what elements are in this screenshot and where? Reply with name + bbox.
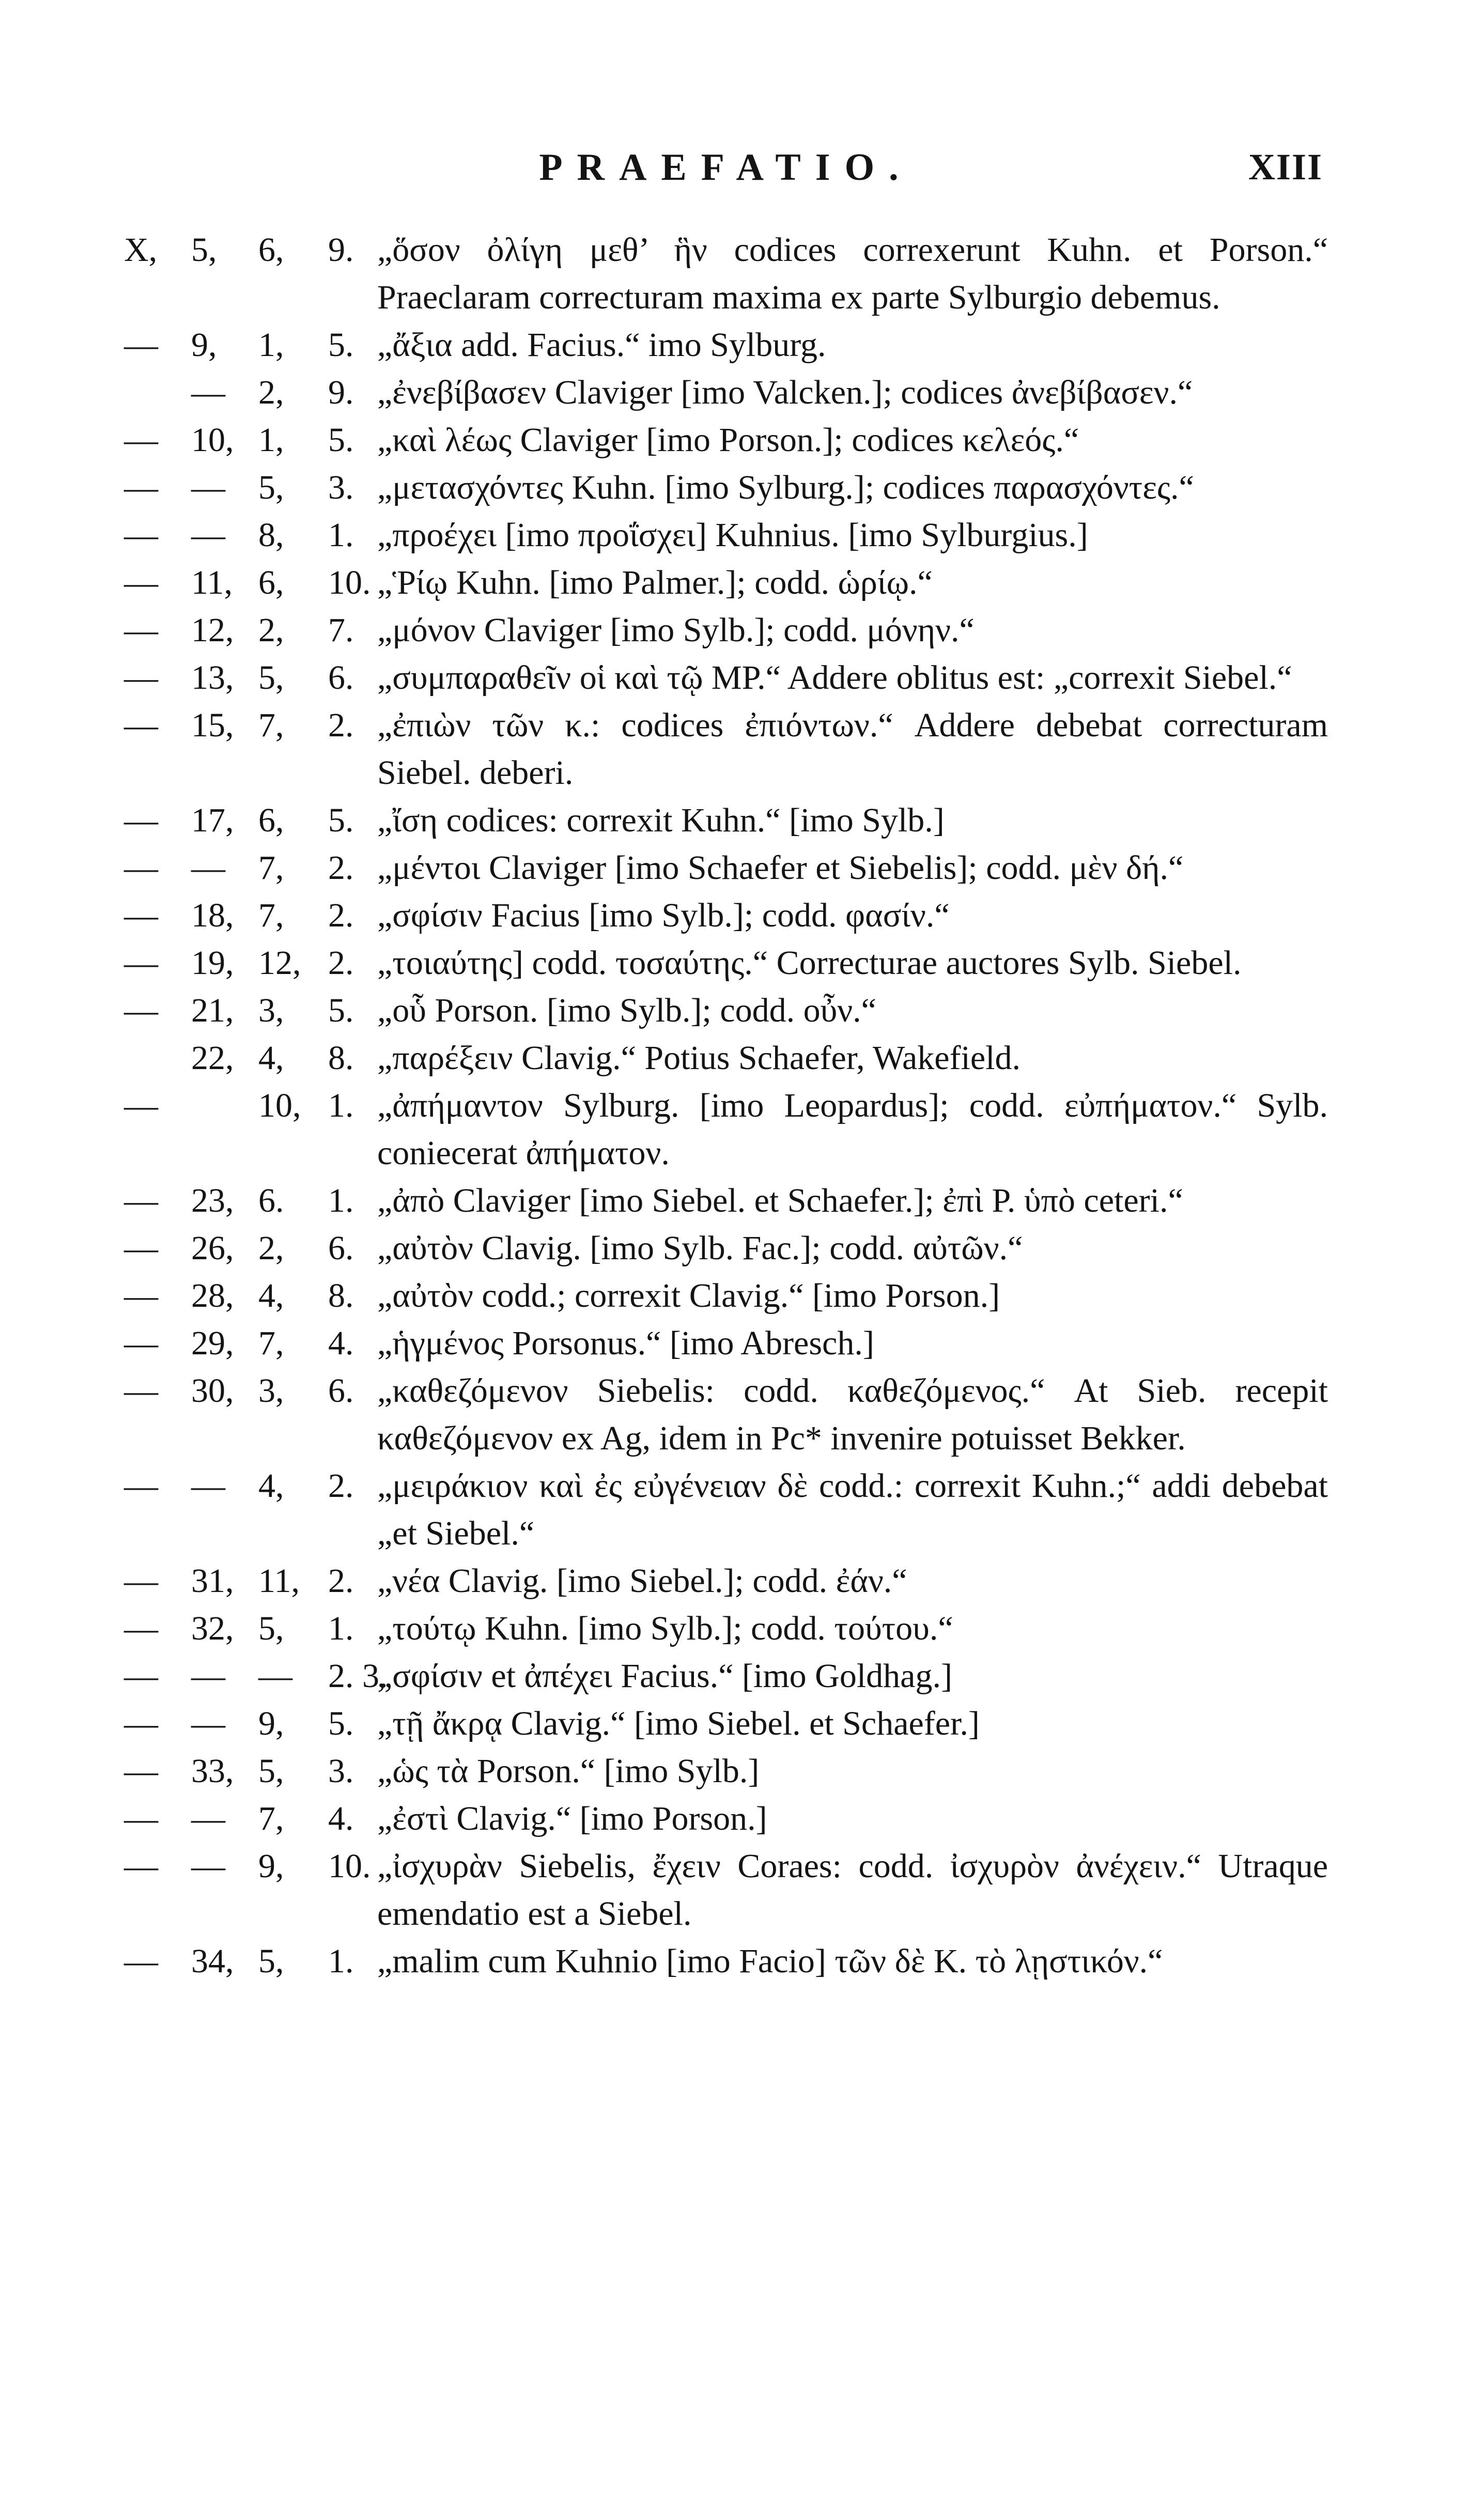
entry xyxy=(124,797,1328,844)
entry xyxy=(124,1462,1328,1557)
entry-reference xyxy=(124,1082,362,1130)
entry-reference xyxy=(124,512,362,559)
chapter-ref: — xyxy=(124,1372,158,1410)
entry-reference xyxy=(124,1225,362,1272)
entry-note: „ἐνεβίβασεν Claviger [imo Valcken.]; codices ἀνεβίβασεν.“ xyxy=(377,374,1193,411)
entry xyxy=(124,1367,1328,1462)
chapter-ref: — xyxy=(124,1229,158,1267)
line-ref: 9. xyxy=(328,231,354,269)
paragraph-ref: 8, xyxy=(258,516,284,554)
paragraph-ref: 9, xyxy=(258,1705,284,1742)
entry-note: „καθεζόμενον Siebelis: codd. καθεζόμενος.“ At Sieb. recepit καθεζόμενον ex Ag, idem in Pc* invenire potuisset Bekker. xyxy=(377,1372,1328,1457)
section-ref: 13, xyxy=(191,659,234,697)
line-ref: 10. xyxy=(328,1847,371,1885)
entry xyxy=(124,844,1328,892)
entry xyxy=(124,654,1328,702)
entry xyxy=(124,1748,1328,1795)
section-ref: 21, xyxy=(191,992,234,1029)
entry xyxy=(124,1652,1328,1700)
entry-reference xyxy=(124,1605,362,1652)
paragraph-ref: 7, xyxy=(258,897,284,934)
entry-note: „τῇ ἄκρᾳ Clavig.“ [imo Siebel. et Schaefer.] xyxy=(377,1705,980,1742)
entry-note: „τούτῳ Kuhn. [imo Sylb.]; codd. τούτου.“ xyxy=(377,1610,953,1647)
line-ref: 2. xyxy=(328,944,354,982)
line-ref: 4. xyxy=(328,1324,354,1362)
entry-reference xyxy=(124,1034,362,1082)
entry-note: „ἄξια add. Facius.“ imo Sylburg. xyxy=(377,326,826,364)
section-ref: 29, xyxy=(191,1324,234,1362)
entry-reference xyxy=(124,1320,362,1367)
line-ref: 5. xyxy=(328,801,354,839)
entry-note: „μετασχόντες Kuhn. [imo Sylburg.]; codices παρασχόντες.“ xyxy=(377,469,1194,506)
chapter-ref: — xyxy=(124,611,158,649)
entry-reference xyxy=(124,1748,362,1795)
entry xyxy=(124,369,1328,416)
paragraph-ref: 4, xyxy=(258,1039,284,1077)
entry-reference xyxy=(124,1700,362,1748)
entry-note: „παρέξειν Clavig.“ Potius Schaefer, Wakefield. xyxy=(377,1039,1021,1077)
section-ref: 34, xyxy=(191,1942,234,1980)
line-ref: 4. xyxy=(328,1800,354,1837)
chapter-ref: — xyxy=(124,1657,158,1695)
line-ref: 8. xyxy=(328,1039,354,1077)
chapter-ref: — xyxy=(124,1277,158,1315)
section-ref: 10, xyxy=(191,421,234,459)
line-ref: 1. xyxy=(328,516,354,554)
paragraph-ref: 5, xyxy=(258,659,284,697)
line-ref: 3. xyxy=(328,469,354,506)
paragraph-ref: 11, xyxy=(258,1562,300,1600)
paragraph-ref: 3, xyxy=(258,992,284,1029)
chapter-ref: X, xyxy=(124,231,158,269)
chapter-ref: — xyxy=(124,564,158,601)
entry xyxy=(124,607,1328,654)
line-ref: 1. xyxy=(328,1087,354,1124)
entry-note: „μέντοι Claviger [imo Schaefer et Siebelis]; codd. μὲν δή.“ xyxy=(377,849,1184,887)
paragraph-ref: 5, xyxy=(258,1942,284,1980)
entry xyxy=(124,559,1328,607)
paragraph-ref: 6, xyxy=(258,564,284,601)
chapter-ref: — xyxy=(124,897,158,934)
section-ref: 17, xyxy=(191,801,234,839)
line-ref: 2. 3. xyxy=(328,1657,388,1695)
entry xyxy=(124,1034,1328,1082)
section-ref: 22, xyxy=(191,1039,234,1077)
line-ref: 3. xyxy=(328,1752,354,1790)
line-ref: 8. xyxy=(328,1277,354,1315)
section-ref: — xyxy=(191,1847,225,1885)
entry-reference xyxy=(124,702,362,749)
entry-note: „ἴση codices: correxit Kuhn.“ [imo Sylb.] xyxy=(377,801,945,839)
entry-reference xyxy=(124,226,362,274)
line-ref: 10. xyxy=(328,564,371,601)
entry xyxy=(124,464,1328,512)
section-ref: 30, xyxy=(191,1372,234,1410)
chapter-ref: — xyxy=(124,1752,158,1790)
paragraph-ref: 2, xyxy=(258,374,284,411)
entry-note: „οὗ Porson. [imo Sylb.]; codd. οὖν.“ xyxy=(377,992,876,1029)
line-ref: 1. xyxy=(328,1942,354,1980)
entry xyxy=(124,1082,1328,1177)
entry-note: „ἀπὸ Claviger [imo Siebel. et Schaefer.]; ἐπὶ P. ὑπὸ ceteri.“ xyxy=(377,1182,1183,1219)
entry-reference xyxy=(124,321,362,369)
running-title: PRAEFATIO. xyxy=(539,146,913,189)
entry xyxy=(124,1272,1328,1320)
paragraph-ref: 5, xyxy=(258,1610,284,1647)
entry-note: „νέα Clavig. [imo Siebel.]; codd. ἐάν.“ xyxy=(377,1562,907,1600)
line-ref: 5. xyxy=(328,326,354,364)
line-ref: 6. xyxy=(328,659,354,697)
entry-note: „μόνον Claviger [imo Sylb.]; codd. μόνην.“ xyxy=(377,611,975,649)
entry-note: „ἰσχυρὰν Siebelis, ἔχειν Coraes: codd. ἰσχυρὸν ἀνέχειν.“ Utraque emendatio est a Siebel. xyxy=(377,1847,1328,1933)
entry-note: „ἐπιὼν τῶν κ.: codices ἐπιόντων.“ Addere debebat correcturam Siebel. deberi. xyxy=(377,706,1328,792)
section-ref: 23, xyxy=(191,1182,234,1219)
line-ref: 2. xyxy=(328,1467,354,1505)
section-ref: 28, xyxy=(191,1277,234,1315)
entry-reference xyxy=(124,607,362,654)
paragraph-ref: 6, xyxy=(258,231,284,269)
paragraph-ref: 5, xyxy=(258,1752,284,1790)
entry-note: „Ῥίῳ Kuhn. [imo Palmer.]; codd. ὡρίῳ.“ xyxy=(377,564,933,601)
chapter-ref: — xyxy=(124,1942,158,1980)
entry-reference xyxy=(124,987,362,1034)
section-ref: 5, xyxy=(191,231,217,269)
paragraph-ref: 5, xyxy=(258,469,284,506)
paragraph-ref: 2, xyxy=(258,611,284,649)
chapter-ref: — xyxy=(124,801,158,839)
entry xyxy=(124,702,1328,797)
entry-note: „μειράκιον καὶ ἐς εὐγένειαν δὲ codd.: correxit Kuhn.;“ addi debebat „et Siebel.“ xyxy=(377,1467,1328,1552)
paragraph-ref: 9, xyxy=(258,1847,284,1885)
entry xyxy=(124,892,1328,939)
entry-reference xyxy=(124,416,362,464)
entry-note: „αὐτὸν codd.; correxit Clavig.“ [imo Porson.] xyxy=(377,1277,1000,1315)
entry xyxy=(124,1177,1328,1225)
chapter-ref: — xyxy=(124,1800,158,1837)
paragraph-ref: 4, xyxy=(258,1277,284,1315)
paragraph-ref: 2, xyxy=(258,1229,284,1267)
section-ref: 26, xyxy=(191,1229,234,1267)
entry-note: „malim cum Kuhnio [imo Facio] τῶν δὲ Κ. τὸ λῃστικόν.“ xyxy=(377,1942,1163,1980)
paragraph-ref: 10, xyxy=(258,1087,301,1124)
chapter-ref: — xyxy=(124,944,158,982)
line-ref: 2. xyxy=(328,1562,354,1600)
paragraph-ref: 7, xyxy=(258,1800,284,1837)
section-ref: 18, xyxy=(191,897,234,934)
chapter-ref: — xyxy=(124,516,158,554)
line-ref: 5. xyxy=(328,421,354,459)
section-ref: 33, xyxy=(191,1752,234,1790)
chapter-ref: — xyxy=(124,1610,158,1647)
entry xyxy=(124,1700,1328,1748)
entry-reference xyxy=(124,797,362,844)
entry-reference xyxy=(124,369,362,416)
section-ref: — xyxy=(191,1800,225,1837)
entry xyxy=(124,226,1328,321)
entry-note: „συμπαραθεῖν οἱ καὶ τῷ MP.“ Addere oblitus est: „correxit Siebel.“ xyxy=(377,659,1292,697)
section-ref: 12, xyxy=(191,611,234,649)
entry-note: „σφίσιν et ἀπέχει Facius.“ [imo Goldhag.] xyxy=(377,1657,952,1695)
entry-reference xyxy=(124,1843,371,1890)
corrigenda-list xyxy=(124,226,1328,1985)
line-ref: 6. xyxy=(328,1229,354,1267)
paragraph-ref: 7, xyxy=(258,1324,284,1362)
entry xyxy=(124,939,1328,987)
line-ref: 2. xyxy=(328,706,354,744)
entry xyxy=(124,1843,1328,1938)
section-ref: 31, xyxy=(191,1562,234,1600)
chapter-ref: — xyxy=(124,706,158,744)
chapter-ref: — xyxy=(124,326,158,364)
entry-reference xyxy=(124,844,362,892)
line-ref: 5. xyxy=(328,1705,354,1742)
entry xyxy=(124,321,1328,369)
section-ref: — xyxy=(191,1657,225,1695)
entry xyxy=(124,1557,1328,1605)
line-ref: 7. xyxy=(328,611,354,649)
entry-reference xyxy=(124,654,362,702)
line-ref: 1. xyxy=(328,1610,354,1647)
entry-note: „αὐτὸν Clavig. [imo Sylb. Fac.]; codd. αὐτῶν.“ xyxy=(377,1229,1023,1267)
section-ref: 11, xyxy=(191,564,233,601)
section-ref: — xyxy=(191,1467,225,1505)
chapter-ref: — xyxy=(124,1705,158,1742)
entry xyxy=(124,416,1328,464)
entry xyxy=(124,1605,1328,1652)
entry-note: „ἐστὶ Clavig.“ [imo Porson.] xyxy=(377,1800,767,1837)
entry-reference xyxy=(124,892,362,939)
entry-reference xyxy=(124,1938,362,1985)
line-ref: 6. xyxy=(328,1372,354,1410)
section-ref: — xyxy=(191,374,225,411)
paragraph-ref: 1, xyxy=(258,421,284,459)
section-ref: 9, xyxy=(191,326,217,364)
line-ref: 5. xyxy=(328,992,354,1029)
chapter-ref: — xyxy=(124,469,158,506)
section-ref: 15, xyxy=(191,706,234,744)
entry-note: „σφίσιν Facius [imo Sylb.]; codd. φασίν.“ xyxy=(377,897,950,934)
entry xyxy=(124,512,1328,559)
chapter-ref: — xyxy=(124,992,158,1029)
section-ref: — xyxy=(191,1705,225,1742)
section-ref: — xyxy=(191,849,225,887)
line-ref: 2. xyxy=(328,849,354,887)
running-head xyxy=(129,146,1323,197)
entry-reference xyxy=(124,1272,362,1320)
entry-reference xyxy=(124,464,362,512)
entry-reference xyxy=(124,1367,362,1415)
chapter-ref: — xyxy=(124,1467,158,1505)
entry-reference xyxy=(124,1557,362,1605)
entry-reference xyxy=(124,1652,388,1700)
entry xyxy=(124,1795,1328,1843)
chapter-ref: — xyxy=(124,659,158,697)
paragraph-ref: 6, xyxy=(258,801,284,839)
paragraph-ref: 3, xyxy=(258,1372,284,1410)
line-ref: 2. xyxy=(328,897,354,934)
entry xyxy=(124,987,1328,1034)
section-ref: — xyxy=(191,469,225,506)
entry-reference xyxy=(124,559,371,607)
chapter-ref: — xyxy=(124,1182,158,1219)
paragraph-ref: 12, xyxy=(258,944,301,982)
chapter-ref: — xyxy=(124,1324,158,1362)
entry xyxy=(124,1938,1328,1985)
entry xyxy=(124,1320,1328,1367)
line-ref: 9. xyxy=(328,374,354,411)
entry-note: „τοιαύτης] codd. τοσαύτης.“ Correcturae auctores Sylb. Siebel. xyxy=(377,944,1242,982)
entry-reference xyxy=(124,1462,362,1510)
entry xyxy=(124,1225,1328,1272)
entry-reference xyxy=(124,939,362,987)
entry-note: „ὡς τὰ Porson.“ [imo Sylb.] xyxy=(377,1752,760,1790)
entry-reference xyxy=(124,1795,362,1843)
entry-reference xyxy=(124,1177,362,1225)
paragraph-ref: — xyxy=(258,1657,292,1695)
section-ref: 32, xyxy=(191,1610,234,1647)
chapter-ref: — xyxy=(124,1847,158,1885)
entry-note: „ὅσον ὀλίγη μεθ’ ἣν codices correxerunt Kuhn. et Porson.“ Praeclaram correcturam maxima ex parte Sylburgio debemus. xyxy=(377,231,1328,316)
chapter-ref: — xyxy=(124,1087,158,1124)
chapter-ref: — xyxy=(124,849,158,887)
entry-note: „καὶ λέως Claviger [imo Porson.]; codices κελεός.“ xyxy=(377,421,1079,459)
section-ref: 19, xyxy=(191,944,234,982)
entry-note: „ἀπήμαντον Sylburg. [imo Leopardus]; codd. εὐπήματον.“ Sylb. coniecerat ἀπήματον. xyxy=(377,1087,1328,1172)
chapter-ref: — xyxy=(124,421,158,459)
section-ref: — xyxy=(191,516,225,554)
paragraph-ref: 1, xyxy=(258,326,284,364)
page-number: XIII xyxy=(1248,146,1323,188)
paragraph-ref: 7, xyxy=(258,706,284,744)
paragraph-ref: 7, xyxy=(258,849,284,887)
entry-note: „ἡγμένος Porsonus.“ [imo Abresch.] xyxy=(377,1324,874,1362)
paragraph-ref: 4, xyxy=(258,1467,284,1505)
line-ref: 1. xyxy=(328,1182,354,1219)
entry-note: „προέχει [imo προΐσχει] Kuhnius. [imo Sylburgius.] xyxy=(377,516,1088,554)
chapter-ref: — xyxy=(124,1562,158,1600)
paragraph-ref: 6. xyxy=(258,1182,284,1219)
